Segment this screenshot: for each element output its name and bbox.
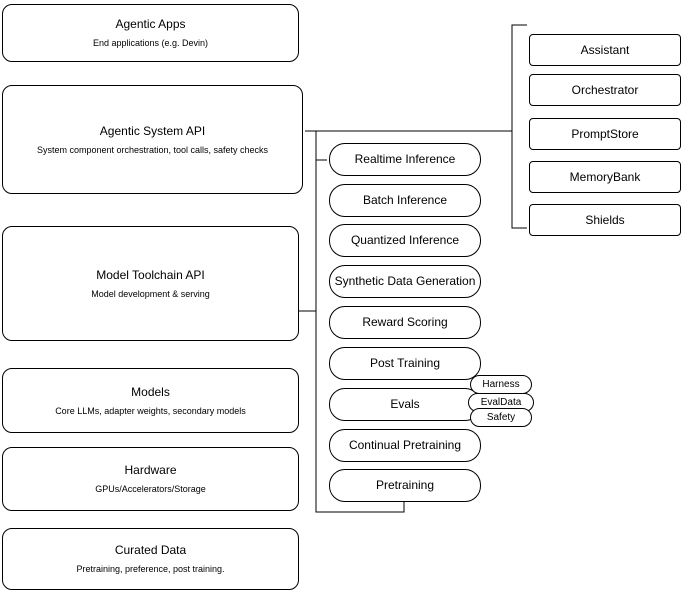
connector-mid-bottom bbox=[316, 502, 404, 512]
node-subtitle: End applications (e.g. Devin) bbox=[92, 38, 209, 48]
node-title: Assistant bbox=[580, 42, 630, 57]
pill-label: Safety bbox=[486, 411, 516, 423]
pill-label: EvalData bbox=[480, 396, 522, 408]
node-title: Curated Data bbox=[114, 543, 187, 557]
connector-agentic-to-mid bbox=[305, 131, 316, 229]
node-subtitle: Model development & serving bbox=[91, 288, 210, 299]
pill-harness[interactable] bbox=[470, 375, 532, 394]
node-title: Agentic System API bbox=[99, 123, 206, 138]
node-orchestrator[interactable] bbox=[529, 74, 681, 106]
node-title: Orchestrator bbox=[571, 82, 639, 97]
node-title: Reward Scoring bbox=[362, 315, 448, 329]
connector-mid-bracket bbox=[316, 160, 327, 512]
node-realtime-inference[interactable] bbox=[329, 143, 481, 176]
node-post-training[interactable] bbox=[329, 347, 481, 380]
node-subtitle: GPUs/Accelerators/Storage bbox=[95, 484, 206, 494]
node-title: Agentic Apps bbox=[115, 17, 186, 31]
node-title: Batch Inference bbox=[362, 193, 448, 207]
node-promptstore[interactable] bbox=[529, 118, 681, 150]
node-models[interactable] bbox=[2, 368, 299, 433]
node-quantized-inference[interactable] bbox=[329, 224, 481, 257]
node-curated-data[interactable] bbox=[2, 528, 299, 590]
node-title: Model Toolchain API bbox=[96, 267, 205, 282]
node-continual-pretraining[interactable] bbox=[329, 429, 481, 462]
node-title: Continual Pretraining bbox=[348, 438, 462, 452]
node-evals[interactable] bbox=[329, 388, 481, 421]
node-title: Post Training bbox=[369, 356, 441, 370]
node-title: Quantized Inference bbox=[350, 233, 460, 247]
node-title: Realtime Inference bbox=[354, 152, 456, 166]
node-title: Models bbox=[131, 384, 170, 399]
pill-label: Harness bbox=[482, 378, 520, 390]
node-batch-inference[interactable] bbox=[329, 184, 481, 217]
node-pretraining[interactable] bbox=[329, 469, 481, 502]
connector-right-bracket bbox=[513, 25, 527, 228]
node-subtitle: Pretraining, preference, post training. bbox=[76, 564, 225, 574]
node-hardware[interactable] bbox=[2, 447, 299, 511]
node-title: MemoryBank bbox=[569, 169, 641, 184]
node-assistant[interactable] bbox=[529, 34, 681, 66]
node-reward-scoring[interactable] bbox=[329, 306, 481, 339]
node-subtitle: System component orchestration, tool calls, safety checks bbox=[36, 144, 269, 155]
node-shields[interactable] bbox=[529, 204, 681, 236]
node-subtitle: Core LLMs, adapter weights, secondary models bbox=[55, 405, 246, 416]
node-synthetic-data-generation[interactable] bbox=[329, 265, 481, 298]
node-title: PromptStore bbox=[571, 126, 639, 141]
node-title: Synthetic Data Generation bbox=[334, 274, 476, 288]
node-title: Hardware bbox=[124, 463, 177, 477]
node-model-toolchain-api[interactable] bbox=[2, 226, 299, 341]
pill-safety[interactable] bbox=[470, 408, 532, 427]
node-agentic-system-api[interactable] bbox=[2, 85, 303, 194]
node-memorybank[interactable] bbox=[529, 161, 681, 193]
node-agentic-apps[interactable] bbox=[2, 4, 299, 62]
node-title: Shields bbox=[585, 212, 625, 227]
node-title: Pretraining bbox=[375, 478, 435, 492]
node-title: Evals bbox=[390, 397, 420, 411]
